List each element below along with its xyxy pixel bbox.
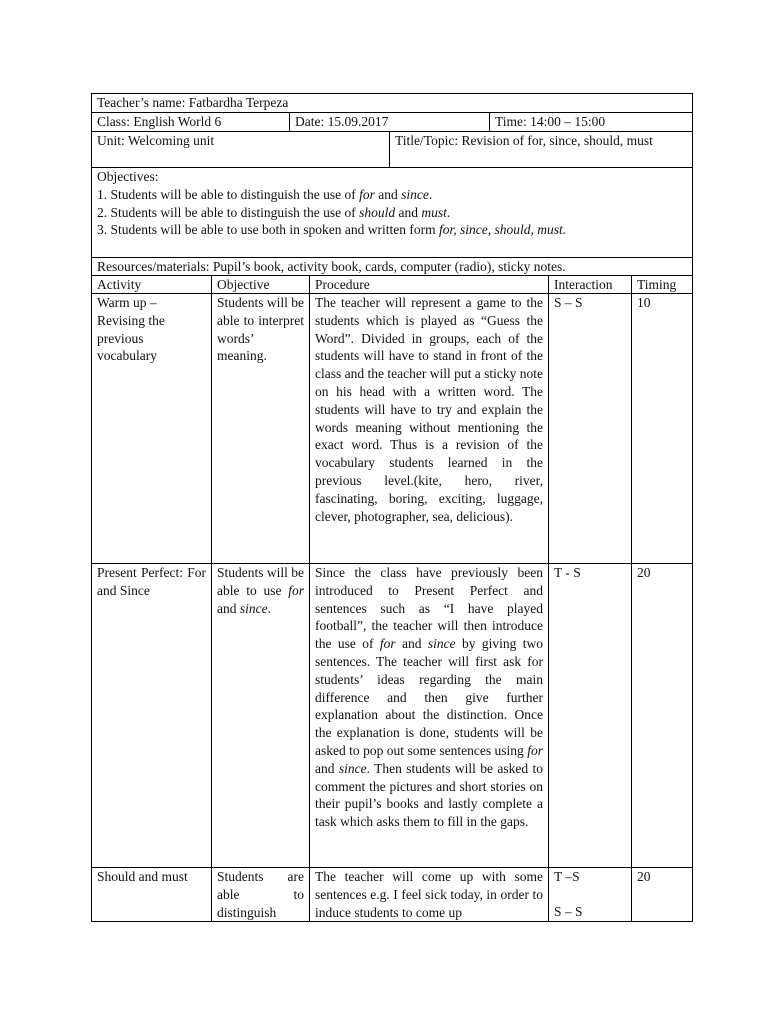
objective-2: 2. Students will be able to distinguish the use of should and must. bbox=[97, 204, 451, 220]
class-date-time-row bbox=[91, 112, 693, 131]
column-header-row bbox=[91, 275, 693, 293]
objectives-title: Objectives: bbox=[97, 169, 159, 184]
col-timing: Timing bbox=[637, 277, 677, 292]
table-row bbox=[91, 867, 693, 922]
objective-cell: Students are able to distinguish bbox=[212, 868, 310, 921]
interaction-cell bbox=[549, 868, 632, 921]
procedure-cell: The teacher will represent a game to the students which is played as “Guess the Word”. Divided in groups, each of the students will have to stand in front of the class and the teacher will put a sticky note on his head with a written word. The students will have to try and explain the words meaning without mentioning the exact word. Thus is a revision of the vocabulary students learned in the previous level.(kite, hero, river, fascinating, boring, exciting, luggage, clever, photographer, sea, delicious). bbox=[310, 294, 549, 563]
interaction-cell: S – S bbox=[549, 294, 632, 563]
col-procedure: Procedure bbox=[310, 276, 549, 293]
procedure-cell: Since the class have previously been introduced to Present Perfect and sentences such as “I have played football”, the teacher will then introduce the use of for and since by giving two sentences. The teacher will first ask for students’ ideas regarding the main difference and then give further explanation about the distinction. Once the explanation is done, students will be asked to pop out some sentences using for and since. Then students will be asked to comment the pictures and short stories on their pupil’s books and lastly complete a task which asks them to fill in the gaps. bbox=[310, 564, 549, 867]
timing-cell: 10 bbox=[637, 295, 651, 310]
objective-cell: Students will be able to use for and since. bbox=[212, 564, 310, 867]
procedure-cell: The teacher will come up with some sentences e.g. I feel sick today, in order to induce students to come up bbox=[310, 868, 549, 921]
unit-cell: Unit: Welcoming unit bbox=[92, 132, 390, 167]
col-objective: Objective bbox=[212, 276, 310, 293]
activity-cell: Present Perfect: For and Since bbox=[92, 564, 212, 867]
interaction-line-1: T –S bbox=[554, 869, 580, 884]
col-activity: Activity bbox=[92, 276, 212, 293]
teacher-row bbox=[91, 93, 693, 112]
interaction-line-2: S – S bbox=[554, 903, 583, 919]
topic-cell: Title/Topic: Revision of for, since, should, must bbox=[395, 133, 653, 148]
objectives-cell bbox=[92, 168, 692, 257]
objective-3: 3. Students will be able to use both in spoken and written form for, since, should, must. bbox=[97, 222, 567, 238]
table-row bbox=[91, 563, 693, 867]
timing-cell: 20 bbox=[637, 565, 651, 580]
lesson-plan-table bbox=[91, 93, 693, 922]
objective-cell: Students will be able to interpret words’ meaning. bbox=[212, 294, 310, 563]
objectives-row bbox=[91, 167, 693, 257]
table-row bbox=[91, 293, 693, 563]
unit-topic-row bbox=[91, 131, 693, 167]
objective-1: 1. Students will be able to distinguish the use of for and since. bbox=[97, 186, 433, 202]
teacher-name: Teacher’s name: Fatbardha Terpeza bbox=[97, 95, 289, 110]
resources-cell: Resources/materials: Pupil’s book, activity book, cards, computer (radio), sticky notes. bbox=[97, 259, 566, 274]
resources-row bbox=[91, 257, 693, 275]
timing-cell: 20 bbox=[637, 869, 651, 884]
date-cell: Date: 15.09.2017 bbox=[290, 113, 490, 131]
time-cell: Time: 14:00 – 15:00 bbox=[495, 114, 606, 129]
class-cell: Class: English World 6 bbox=[92, 113, 290, 131]
interaction-cell: T - S bbox=[549, 564, 632, 867]
activity-cell: Should and must bbox=[92, 868, 212, 921]
activity-cell: Warm up – Revising the previous vocabulary bbox=[92, 294, 212, 563]
col-interaction: Interaction bbox=[549, 276, 632, 293]
